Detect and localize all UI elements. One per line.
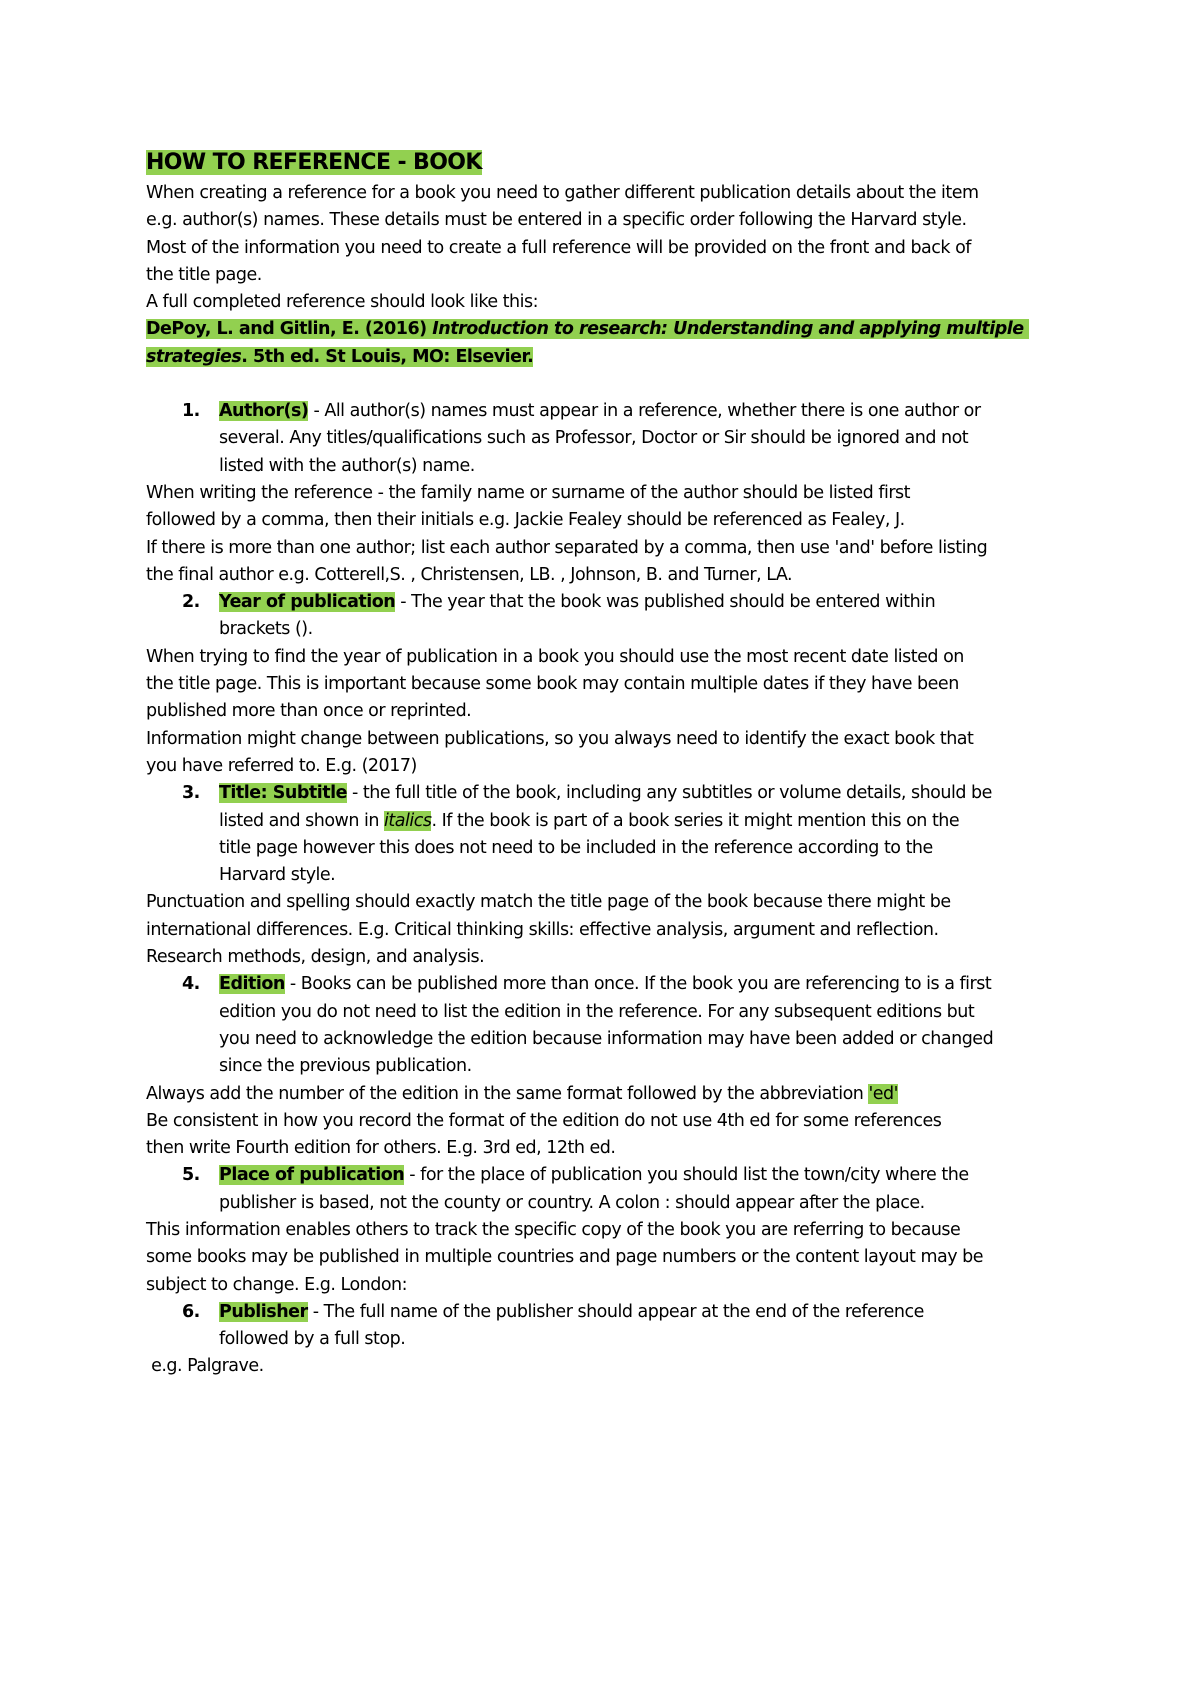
list-item-place: 5. Place of publication - for the place of publication you should list the town/city where the publisher is based, not the county or country. A colon : should appear after the place. — [146, 1162, 1076, 1217]
list-number: 6. — [182, 1301, 200, 1322]
document-body — [146, 146, 1076, 1381]
item-term: Publisher — [219, 1301, 308, 1322]
example-title-cont: strategies — [146, 346, 242, 367]
note-line: Information might change between publications, so you always need to identify the exact book that — [146, 728, 974, 749]
intro — [146, 180, 1076, 316]
note-line: Be consistent in how you record the format of the edition do not use 4th ed for some references — [146, 1110, 942, 1131]
note-line: followed by a comma, then their initials e.g. Jackie Fealey should be referenced as Fealey, J. — [146, 510, 905, 531]
item-term: Edition — [219, 974, 285, 995]
item-term: Year of publication — [219, 592, 396, 613]
note-line: e.g. Palgrave. — [146, 1356, 264, 1377]
page-title: HOW TO REFERENCE - BOOK — [146, 150, 482, 175]
list-item-publisher: 6. Publisher - The full name of the publisher should appear at the end of the reference followed by a full stop. — [146, 1299, 1076, 1354]
note-line: Punctuation and spelling should exactly match the title page of the book because there might be — [146, 892, 951, 913]
paragraph-line: the title page. — [146, 264, 262, 285]
note-line: When writing the reference - the family name or surname of the author should be listed first — [146, 482, 911, 503]
note-line: the title page. This is important because some book may contain multiple dates if they have been — [146, 674, 959, 695]
example-publication: . 5th ed. St Louis, MO: Elsevier. — [241, 346, 534, 367]
list-item-title: 3. Title: Subtitle - the full title of the book, including any subtitles or volume details, should be listed and shown in italics. If the book is part of a book series it might mention this on the title page however this does not need to be included in the reference according to the Harvard style. — [146, 780, 1076, 889]
example-reference — [146, 316, 1076, 371]
note-line: If there is more than one author; list each author separated by a comma, then use 'and' before listing — [146, 537, 988, 558]
list-item-year: 2. Year of publication - The year that the book was published should be entered within brackets (). — [146, 589, 1076, 644]
example-authors: DePoy, L. and Gitlin, E. (2016) — [146, 319, 433, 340]
list-number: 3. — [182, 783, 200, 804]
note-line: some books may be published in multiple countries and page numbers or the content layout may be — [146, 1247, 984, 1268]
paragraph-line: e.g. author(s) names. These details must be entered in a specific order following the Harvard style. — [146, 210, 967, 231]
list-number: 5. — [182, 1165, 200, 1186]
paragraph-line: When creating a reference for a book you need to gather different publication details about the item — [146, 183, 979, 203]
item-term: Title: Subtitle — [219, 783, 347, 804]
note-line: When trying to find the year of publication in a book you should use the most recent date listed on — [146, 646, 964, 667]
paragraph-line: Most of the information you need to create a full reference will be provided on the front and back of — [146, 237, 971, 258]
item-term: Author(s) — [219, 401, 309, 422]
list-number: 4. — [182, 974, 200, 995]
note-line: This information enables others to track the specific copy of the book you are referring to because — [146, 1219, 961, 1240]
list-item-edition: 4. Edition - Books can be published more than once. If the book you are referencing to is a first edition you do not need to list the edition in the reference. For any subsequent editions but you need to acknowledge the edition because information may have been added or changed since the previous publication. — [146, 971, 1076, 1080]
list-number: 1. — [182, 401, 200, 422]
item-term: Place of publication — [219, 1165, 405, 1186]
note-line: the final author e.g. Cotterell,S. , Christensen, LB. , Johnson, B. and Turner, LA. — [146, 564, 793, 585]
list-number: 2. — [182, 592, 200, 613]
italics-example: italics — [384, 810, 432, 831]
example-title: Introduction to research: Understanding and applying multiple — [432, 319, 1024, 340]
note-line: subject to change. E.g. London: — [146, 1274, 408, 1295]
note-line: Always add the number of the edition in the same format followed by the abbreviation 'ed' — [146, 1083, 898, 1104]
paragraph-line: A full completed reference should look like this: — [146, 292, 539, 313]
note-line: international differences. E.g. Critical thinking skills: effective analysis, argument and reflection. — [146, 919, 939, 940]
note-line: you have referred to. E.g. (2017) — [146, 755, 417, 776]
note-line: published more than once or reprinted. — [146, 701, 472, 722]
ed-abbreviation: 'ed' — [868, 1083, 898, 1104]
list-item-authors: 1. Author(s) - All author(s) names must appear in a reference, whether there is one author or several. Any titles/qualifications such as Professor, Doctor or Sir should be ignored and not listed with the author(s) name. — [146, 398, 1076, 480]
note-line: Research methods, design, and analysis. — [146, 947, 485, 968]
note-line: then write Fourth edition for others. E.g. 3rd ed, 12th ed. — [146, 1138, 616, 1159]
